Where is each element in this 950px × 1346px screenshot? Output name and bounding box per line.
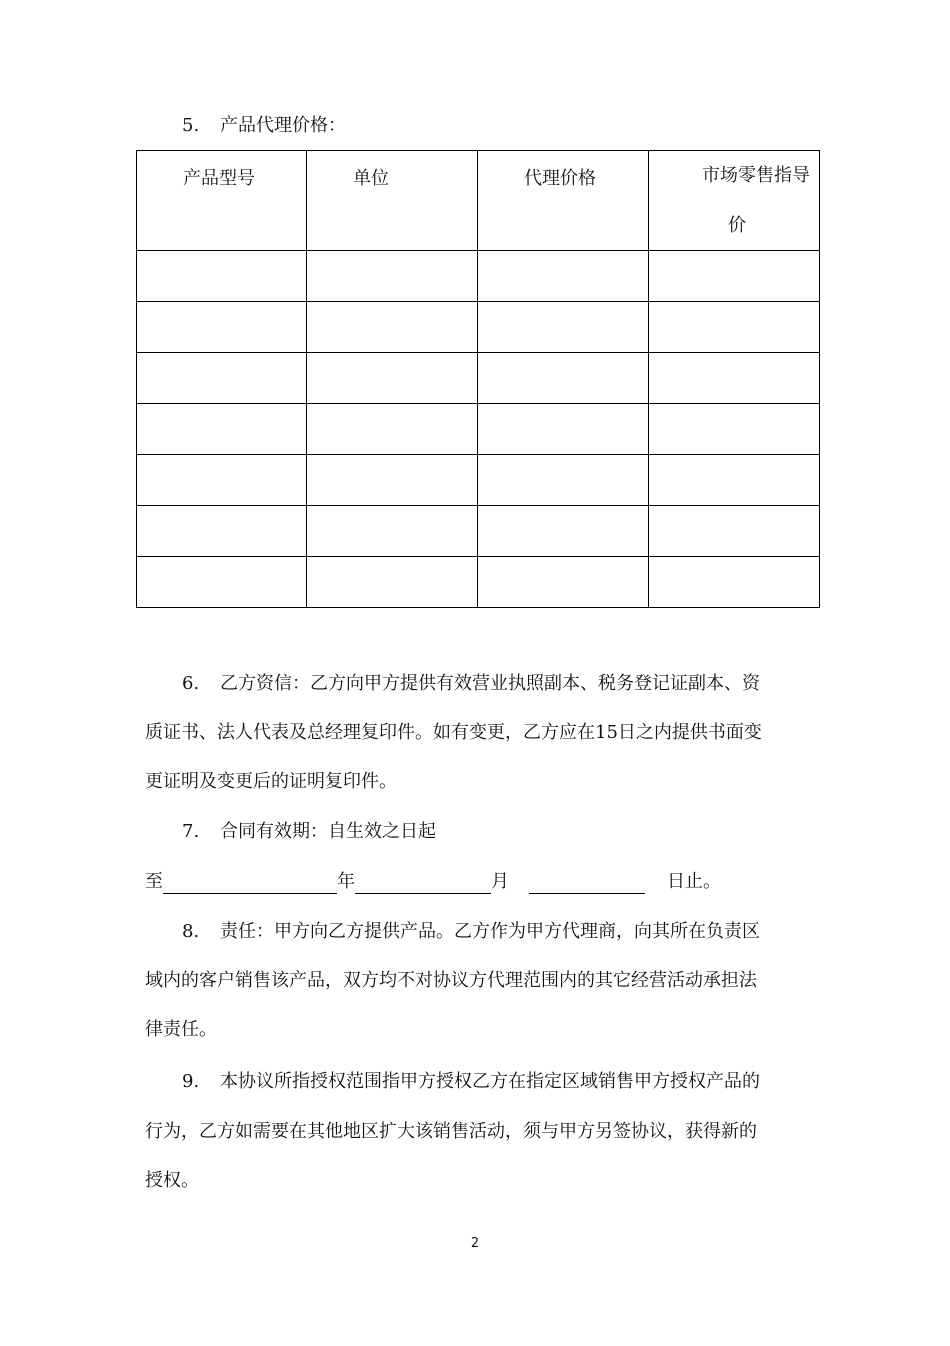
day-end-label: 日止。 <box>667 871 721 892</box>
month-label: 月 <box>491 871 509 892</box>
section-9-line-2: 行为，乙方如需要在其他地区扩大该销售活动，须与甲方另签协议，获得新的 <box>145 1121 757 1142</box>
section-5-text: 产品代理价格： <box>220 115 346 136</box>
table-cell[interactable] <box>137 353 307 404</box>
section-8-text-1: 责任：甲方向乙方提供产品。乙方作为甲方代理商，向其所在负责区 <box>220 921 760 942</box>
table-row <box>137 302 820 353</box>
table-cell[interactable] <box>478 557 649 608</box>
section-8-number: 8. <box>182 921 200 942</box>
table-cell[interactable] <box>137 404 307 455</box>
header-label-retail-price: 市场零售指导价 <box>702 165 810 236</box>
table-cell[interactable] <box>478 353 649 404</box>
table-cell[interactable] <box>649 302 820 353</box>
section-5-heading <box>182 114 346 138</box>
table-cell[interactable] <box>649 506 820 557</box>
page-number: 2 <box>470 1236 480 1251</box>
year-blank-field[interactable] <box>163 871 337 894</box>
section-8-line-2: 域内的客户销售该产品，双方均不对协议方代理范围内的其它经营活动承担法 <box>145 970 757 991</box>
section-8-line-1 <box>182 920 760 944</box>
table-row <box>137 251 820 302</box>
table-cell[interactable] <box>137 557 307 608</box>
table-row <box>137 557 820 608</box>
section-6-text-1: 乙方资信：乙方向甲方提供有效营业执照副本、税务登记证副本、资 <box>220 673 760 694</box>
header-label-unit: 单位 <box>353 168 389 189</box>
table-cell[interactable] <box>137 302 307 353</box>
section-6-line-2: 质证书、法人代表及总经理复印件。如有变更，乙方应在15日之内提供书面变 <box>145 722 762 743</box>
section-6-line-1 <box>182 672 760 696</box>
table-cell[interactable] <box>478 455 649 506</box>
table-cell[interactable] <box>649 251 820 302</box>
table-cell[interactable] <box>137 506 307 557</box>
table-cell[interactable] <box>649 455 820 506</box>
table-cell[interactable] <box>649 404 820 455</box>
table-row <box>137 404 820 455</box>
header-cell-model <box>137 151 307 251</box>
section-6-number: 6. <box>182 673 200 694</box>
section-8-line-3: 律责任。 <box>145 1019 217 1040</box>
table-cell[interactable] <box>307 506 478 557</box>
table-row <box>137 455 820 506</box>
header-cell-agent-price <box>478 151 649 251</box>
table-row <box>137 506 820 557</box>
header-cell-unit <box>307 151 478 251</box>
price-table <box>136 150 820 608</box>
table-cell[interactable] <box>478 302 649 353</box>
table-cell[interactable] <box>649 557 820 608</box>
table-cell[interactable] <box>307 404 478 455</box>
section-6-line-3: 更证明及变更后的证明复印件。 <box>145 771 397 792</box>
table-cell[interactable] <box>478 506 649 557</box>
section-9-line-3: 授权。 <box>145 1170 199 1191</box>
table-cell[interactable] <box>649 353 820 404</box>
table-cell[interactable] <box>307 455 478 506</box>
day-blank-field[interactable] <box>529 871 645 894</box>
section-9-text-1: 本协议所指授权范围指甲方授权乙方在指定区域销售甲方授权产品的 <box>220 1071 760 1092</box>
table-cell[interactable] <box>478 251 649 302</box>
section-5-number: 5. <box>182 115 200 136</box>
table-cell[interactable] <box>307 251 478 302</box>
table-header-row <box>137 151 820 251</box>
table-cell[interactable] <box>307 557 478 608</box>
table-cell[interactable] <box>307 353 478 404</box>
header-label-model: 产品型号 <box>183 168 255 189</box>
table-cell[interactable] <box>137 251 307 302</box>
table-cell[interactable] <box>307 302 478 353</box>
header-cell-retail-price <box>649 151 820 251</box>
section-7-date-line <box>145 870 721 894</box>
section-9-number: 9. <box>182 1071 200 1092</box>
date-to-label: 至 <box>145 871 163 892</box>
header-label-agent-price: 代理价格 <box>524 168 596 189</box>
table-cell[interactable] <box>137 455 307 506</box>
table-row <box>137 353 820 404</box>
year-label: 年 <box>337 871 355 892</box>
section-9-line-1 <box>182 1070 760 1094</box>
month-blank-field[interactable] <box>355 871 491 894</box>
section-7-text: 合同有效期：自生效之日起 <box>220 821 436 842</box>
table-cell[interactable] <box>478 404 649 455</box>
section-7-heading <box>182 820 436 844</box>
section-7-number: 7. <box>182 821 200 842</box>
